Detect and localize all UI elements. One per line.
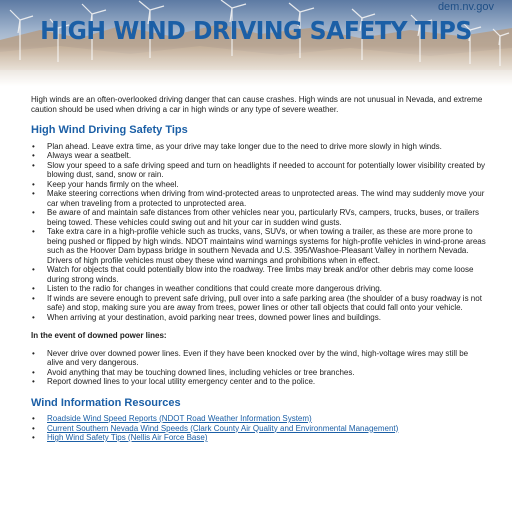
header-banner — [0, 0, 512, 86]
power-lines-heading: In the event of downed power lines: — [31, 331, 167, 340]
resource-link-nellis[interactable]: High Wind Safety Tips (Nellis Air Force Base) — [47, 433, 208, 442]
list-item: • If winds are severe enough to prevent safe driving, pull over into a safe parking area (the shoulder of a busy roadway is not safe) and stop, making sure you are away from trees, power lines or other tall objects that could fall onto your vehicle. — [31, 294, 486, 313]
document-body — [31, 95, 486, 443]
list-item — [31, 414, 486, 424]
power-lines-list — [31, 349, 486, 387]
resources-heading: Wind Information Resources — [31, 396, 181, 409]
list-item — [31, 424, 486, 434]
list-item: • Make steering corrections when driving from wind-protected areas to unprotected areas. The wind may suddenly move your car when traveling from a protected to unprotected area. — [31, 189, 486, 208]
list-item: • Report downed lines to your local utility emergency center and to the police. — [31, 377, 486, 387]
list-item: • Be aware of and maintain safe distances from other vehicles near you, particularly RVs, campers, trucks, buses, or trailers being towed. These vehicles could swing out and hit your car in sudden wind gusts. — [31, 208, 486, 227]
list-item: • Keep your hands firmly on the wheel. — [31, 180, 486, 190]
list-item: • Take extra care in a high-profile vehicle such as trucks, vans, SUVs, or when towing a trailer, as these are more prone to being pushed or flipped by high winds. NDOT maintains wind warnings systems for high-profile vehicles in wind-prone areas such as the Hoover Dam bypass bridge in southern Nevada and U.S. 395/Washoe-Pleasant Valley in northern Nevada. Drivers of high profile vehicles must obey these wind warnings and prohibitions when in effect. — [31, 227, 486, 265]
list-item: • Plan ahead. Leave extra time, as your drive may take longer due to the need to drive more slowly in high winds. — [31, 142, 486, 152]
resources-list — [31, 414, 486, 443]
list-item: • Always wear a seatbelt. — [31, 151, 486, 161]
list-item: • Never drive over downed power lines. Even if they have been knocked over by the wind, high-voltage wires may still be alive and very dangerous. — [31, 349, 486, 368]
list-item: • Avoid anything that may be touching downed lines, including vehicles or tree branches. — [31, 368, 486, 378]
page-title: HIGH WIND DRIVING SAFETY TIPS — [40, 16, 472, 45]
list-item: • Slow your speed to a safe driving speed and turn on headlights if needed to account for potentially lower visibility created by blowing dust, sand, snow or rain. — [31, 161, 486, 180]
site-url[interactable]: dem.nv.gov — [437, 1, 494, 13]
list-item: • Watch for objects that could potentially blow into the roadway. Tree limbs may break and/or other debris may come loose during strong winds. — [31, 265, 486, 284]
resource-link-ndot[interactable]: Roadside Wind Speed Reports (NDOT Road Weather Information System) — [47, 414, 312, 423]
list-item: • Listen to the radio for changes in weather conditions that could create more dangerous driving. — [31, 284, 486, 294]
intro-paragraph: High winds are an often-overlooked driving danger that can cause crashes. High winds are not unusual in Nevada, and extreme caution should be used when driving a car in high winds or any type of severe weather. — [31, 95, 483, 114]
list-item — [31, 433, 486, 443]
tips-heading: High Wind Driving Safety Tips — [31, 124, 188, 136]
list-item: • When arriving at your destination, avoid parking near trees, downed power lines and buildings. — [31, 313, 486, 323]
resource-link-clark-county[interactable]: Current Southern Nevada Wind Speeds (Clark County Air Quality and Environmental Management) — [47, 423, 399, 433]
tips-list — [31, 142, 486, 323]
